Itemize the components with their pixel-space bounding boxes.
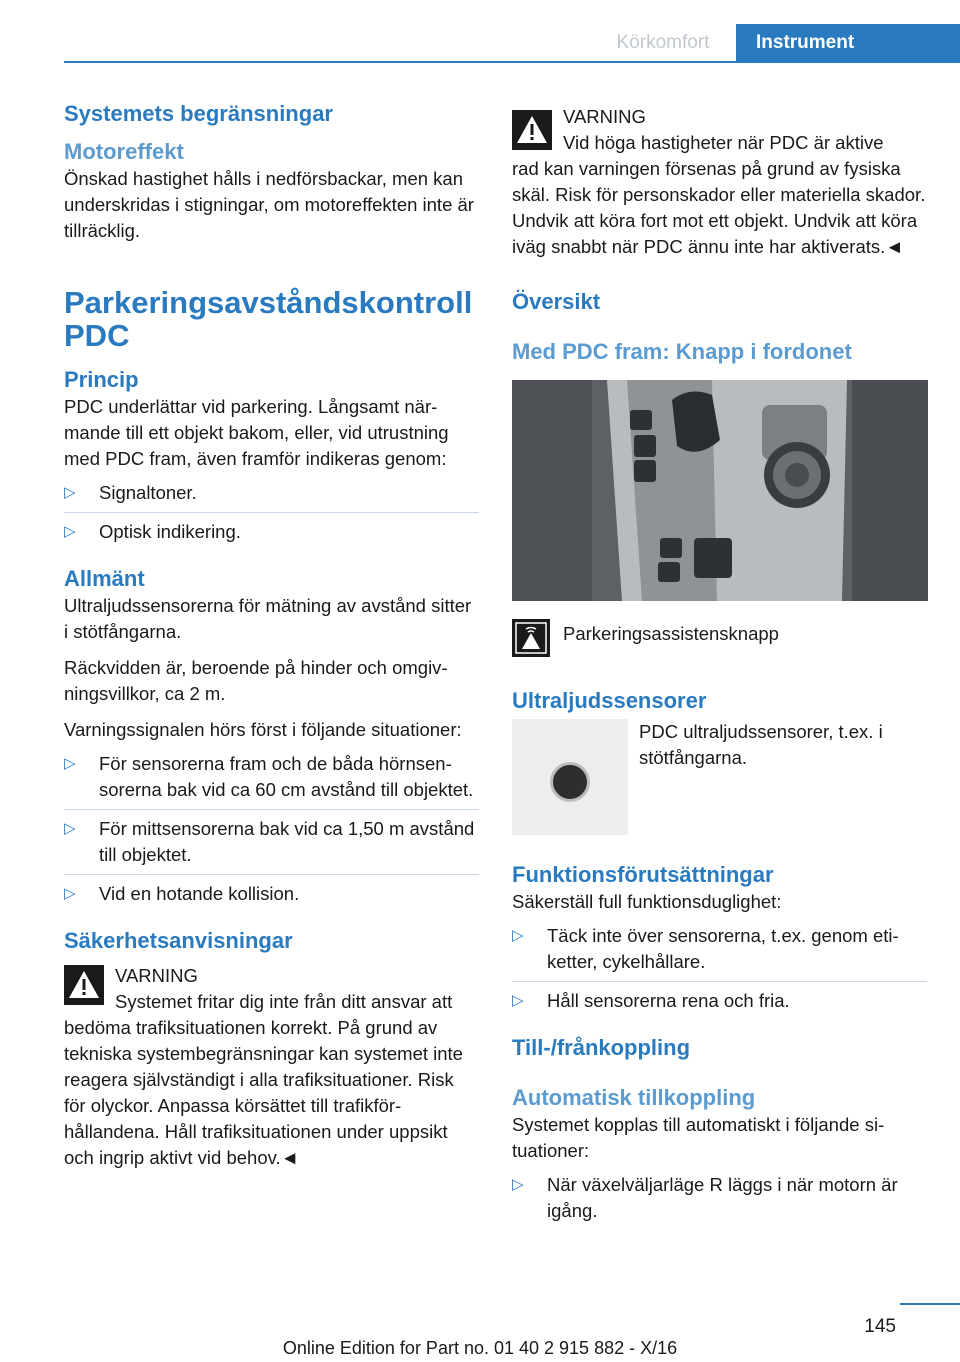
bullet-icon: ▷ xyxy=(64,755,76,772)
paragraph-principle: PDC underlättar vid parkering. Långsamt närmande till ett objekt bakom, eller, vid utrustning med PDC fram, även framför indikeras genom: xyxy=(64,396,449,469)
bullet-icon: ▷ xyxy=(64,885,76,902)
section-tab: Körkomfort xyxy=(616,32,710,53)
heading-front-pdc-button: Med PDC fram: Knapp i fordonet xyxy=(512,339,852,364)
list-item: ▷ Täck inte över sensorerna, t.ex. genom etiketter, cykelhållare. xyxy=(512,923,927,982)
page-header xyxy=(0,0,960,62)
bullet-icon: ▷ xyxy=(64,484,76,501)
warning-text: bedöma trafiksituationen korrekt. På grund av tekniska systembegränsningar kan systemet inte reagera självständigt i alla trafiksituationer. Risk för olyckor. Anpassa körsättet till trafikförhållandena. Håll trafiksituationen under uppsikt och ingrip aktivt vid behov.◄ xyxy=(64,1017,463,1168)
list-item: ▷ Optisk indikering. xyxy=(64,519,479,551)
list-item: ▷ När växelväljarläge R läggs i när motorn är igång. xyxy=(512,1174,898,1221)
parking-assist-button-icon xyxy=(512,619,550,657)
heading-function-requirements: Funktionsförutsättningar xyxy=(512,862,774,887)
sensor-photo xyxy=(512,719,628,835)
right-column xyxy=(512,104,927,1230)
bullet-icon: ▷ xyxy=(64,820,76,837)
heading-ultrasonic-sensors: Ultraljudssensorer xyxy=(512,688,707,713)
heading-safety: Säkerhetsanvisningar xyxy=(64,928,293,953)
list-warning-situations xyxy=(64,751,479,913)
list-item: ▷ Håll sensorerna rena och fria. xyxy=(512,988,927,1020)
sensor-dot xyxy=(550,762,590,802)
list-item: ▷ Vid en hotande kollision. xyxy=(64,881,479,913)
heading-automatic-on: Automatisk tillkoppling xyxy=(512,1085,756,1110)
paragraph-general-1: Ultraljudssensorerna för mätning av avstånd sitter i stötfångarna. xyxy=(64,595,472,642)
console-photo xyxy=(512,380,928,601)
chapter-tab: Instrument xyxy=(736,24,960,62)
center-console-image xyxy=(512,380,928,601)
page-number: 145 xyxy=(864,1316,896,1337)
warning-block xyxy=(512,104,927,260)
heading-general: Allmänt xyxy=(64,566,145,591)
heading-system-limits: Systemets begränsningar xyxy=(64,101,333,126)
warning-triangle-icon xyxy=(64,965,104,1005)
list-item: ▷ Signaltoner. xyxy=(64,480,479,513)
paragraph-general-2: Räckvidden är, beroende på hinder och omgivningsvillkor, ca 2 m. xyxy=(64,657,448,704)
header-rule xyxy=(64,61,960,63)
footer-rule xyxy=(900,1303,960,1305)
bullet-icon: ▷ xyxy=(512,1176,524,1193)
list-item: ▷ För mittsensorerna bak vid ca 1,50 m avstånd till objektet. xyxy=(64,816,479,875)
list-signals xyxy=(64,480,479,551)
list-auto-situations xyxy=(512,1172,927,1230)
pdc-button-legend xyxy=(512,619,927,665)
paragraph-function-requirements: Säkerställ full funktionsduglighet: xyxy=(512,891,782,912)
warning-triangle-icon xyxy=(512,110,552,150)
list-requirements xyxy=(512,923,927,1020)
sensor-description: PDC ultraljudssensorer, t.ex. i stötfångarna. xyxy=(639,721,883,768)
heading-principle: Princip xyxy=(64,367,139,392)
button-caption: Parkeringsassistensknapp xyxy=(563,623,779,644)
left-column xyxy=(64,100,479,1171)
warning-text: rad kan varningen försenas på grund av fysiska skäl. Risk för personskador eller materiella skador. Undvik att köra fort mot ett objekt. Undvik att köra iväg snabbt när PDC ännu inte har aktiverats.◄ xyxy=(512,158,926,257)
warning-text-first-line: Vid höga hastigheter när PDC är aktive xyxy=(563,132,884,153)
warning-text-first-line: Systemet fritar dig inte från ditt ansvar att xyxy=(115,991,453,1012)
paragraph-automatic-on: Systemet kopplas till automatiskt i följande situationer: xyxy=(512,1114,885,1161)
heading-engine-power: Motoreffekt xyxy=(64,139,184,164)
heading-on-off: Till-/frånkoppling xyxy=(512,1035,691,1060)
bullet-icon: ▷ xyxy=(512,992,524,1009)
warning-label: VARNING xyxy=(563,106,646,127)
warning-label: VARNING xyxy=(115,965,198,986)
heading-overview: Översikt xyxy=(512,289,601,314)
paragraph-general-3: Varningssignalen hörs först i följande situationer: xyxy=(64,719,462,740)
paragraph-engine-power: Önskad hastighet hålls i nedförsbackar, men kan underskridas i stigningar, om motoreffekten inte är tillräcklig. xyxy=(64,168,474,241)
bullet-icon: ▷ xyxy=(512,927,524,944)
list-item: ▷ För sensorerna fram och de båda hörnsensorerna bak vid ca 60 cm avstånd till objektet. xyxy=(64,751,479,810)
sensor-block xyxy=(512,719,927,849)
heading-pdc: Parkeringsavståndskontroll PDC xyxy=(64,285,473,353)
warning-block xyxy=(64,963,479,1171)
bullet-icon: ▷ xyxy=(64,523,76,540)
edition-footer: Online Edition for Part no. 01 40 2 915 882 - X/16 xyxy=(282,1338,678,1358)
